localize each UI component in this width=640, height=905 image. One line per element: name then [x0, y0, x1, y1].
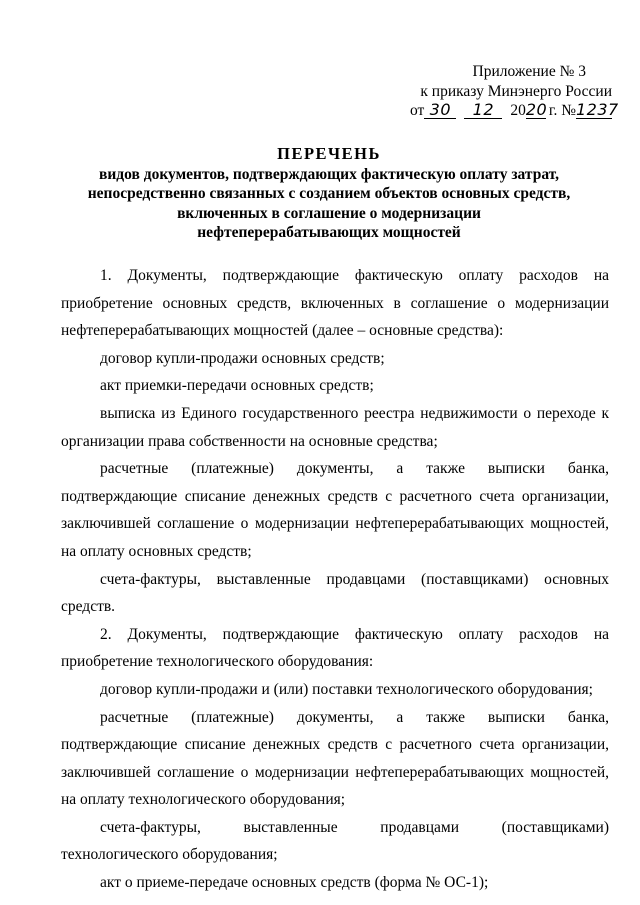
order-reference: к приказу Минэнерго России [420, 82, 612, 100]
title-line: включенных в соглашение о модернизации [177, 204, 481, 222]
paragraph-item-2: 2. Документы, подтверждающие фактическую оплату расходов на приобретение технологического оборудования: [61, 625, 609, 671]
year-prefix: 20 [510, 102, 526, 119]
handwritten-month: 12 [464, 102, 502, 119]
paragraph: выписка из Единого государственного реестра недвижимости о переходе к организации права собственности на основные средства; [61, 404, 609, 450]
handwritten-year: 20 [525, 100, 548, 119]
paragraph: договор купли-продажи и (или) поставки технологического оборудования; [100, 680, 593, 698]
order-date-line [390, 100, 619, 121]
handwritten-day: 30 [424, 102, 456, 119]
title-line: видов документов, подтверждающих фактическую оплату затрат, [99, 165, 559, 183]
document-title [60, 144, 598, 243]
paragraph-item-1: 1. Документы, подтверждающие фактическую оплату расходов на приобретение основных средств, включенных в соглашение о модернизации нефтеперерабатывающих мощностей (далее – основные средства): [61, 267, 609, 340]
paragraph: договор купли-продажи основных средств; [100, 349, 385, 367]
appendix-header [390, 62, 619, 121]
paragraph: счета-фактуры, выставленные продавцами (поставщиками) основных средств. [61, 570, 609, 616]
paragraph: расчетные (платежные) документы, а также выписки банка, подтверждающие списание денежных средств с расчетного счета организации, заключившей соглашение о модернизации нефтеперерабатывающих мощностей, на оплату основных средств; [61, 460, 609, 560]
paragraph: акт о приеме-передаче основных средств (форма № ОС-1); [100, 874, 489, 892]
title-line: нефтеперерабатывающих мощностей [197, 224, 461, 241]
document-body [61, 262, 609, 897]
title-main: ПЕРЕЧЕНЬ [277, 144, 381, 163]
number-label: г. № [548, 102, 576, 119]
appendix-number: Приложение № 3 [472, 63, 586, 80]
paragraph: расчетные (платежные) документы, а также выписки банка, подтверждающие списание денежных средств с расчетного счета организации, заключившей соглашение о модернизации нефтеперерабатывающих мощностей, на оплату технологического оборудования; [61, 708, 609, 809]
title-line: непосредственно связанных с созданием объектов основных средств, [87, 185, 571, 202]
handwritten-order-number: 1237 [576, 100, 619, 119]
date-prefix: от [410, 102, 425, 119]
paragraph: акт приемки-передачи основных средств; [100, 377, 374, 395]
paragraph: счета-фактуры, выставленные продавцами (поставщиками) технологического оборудования; [61, 818, 609, 864]
